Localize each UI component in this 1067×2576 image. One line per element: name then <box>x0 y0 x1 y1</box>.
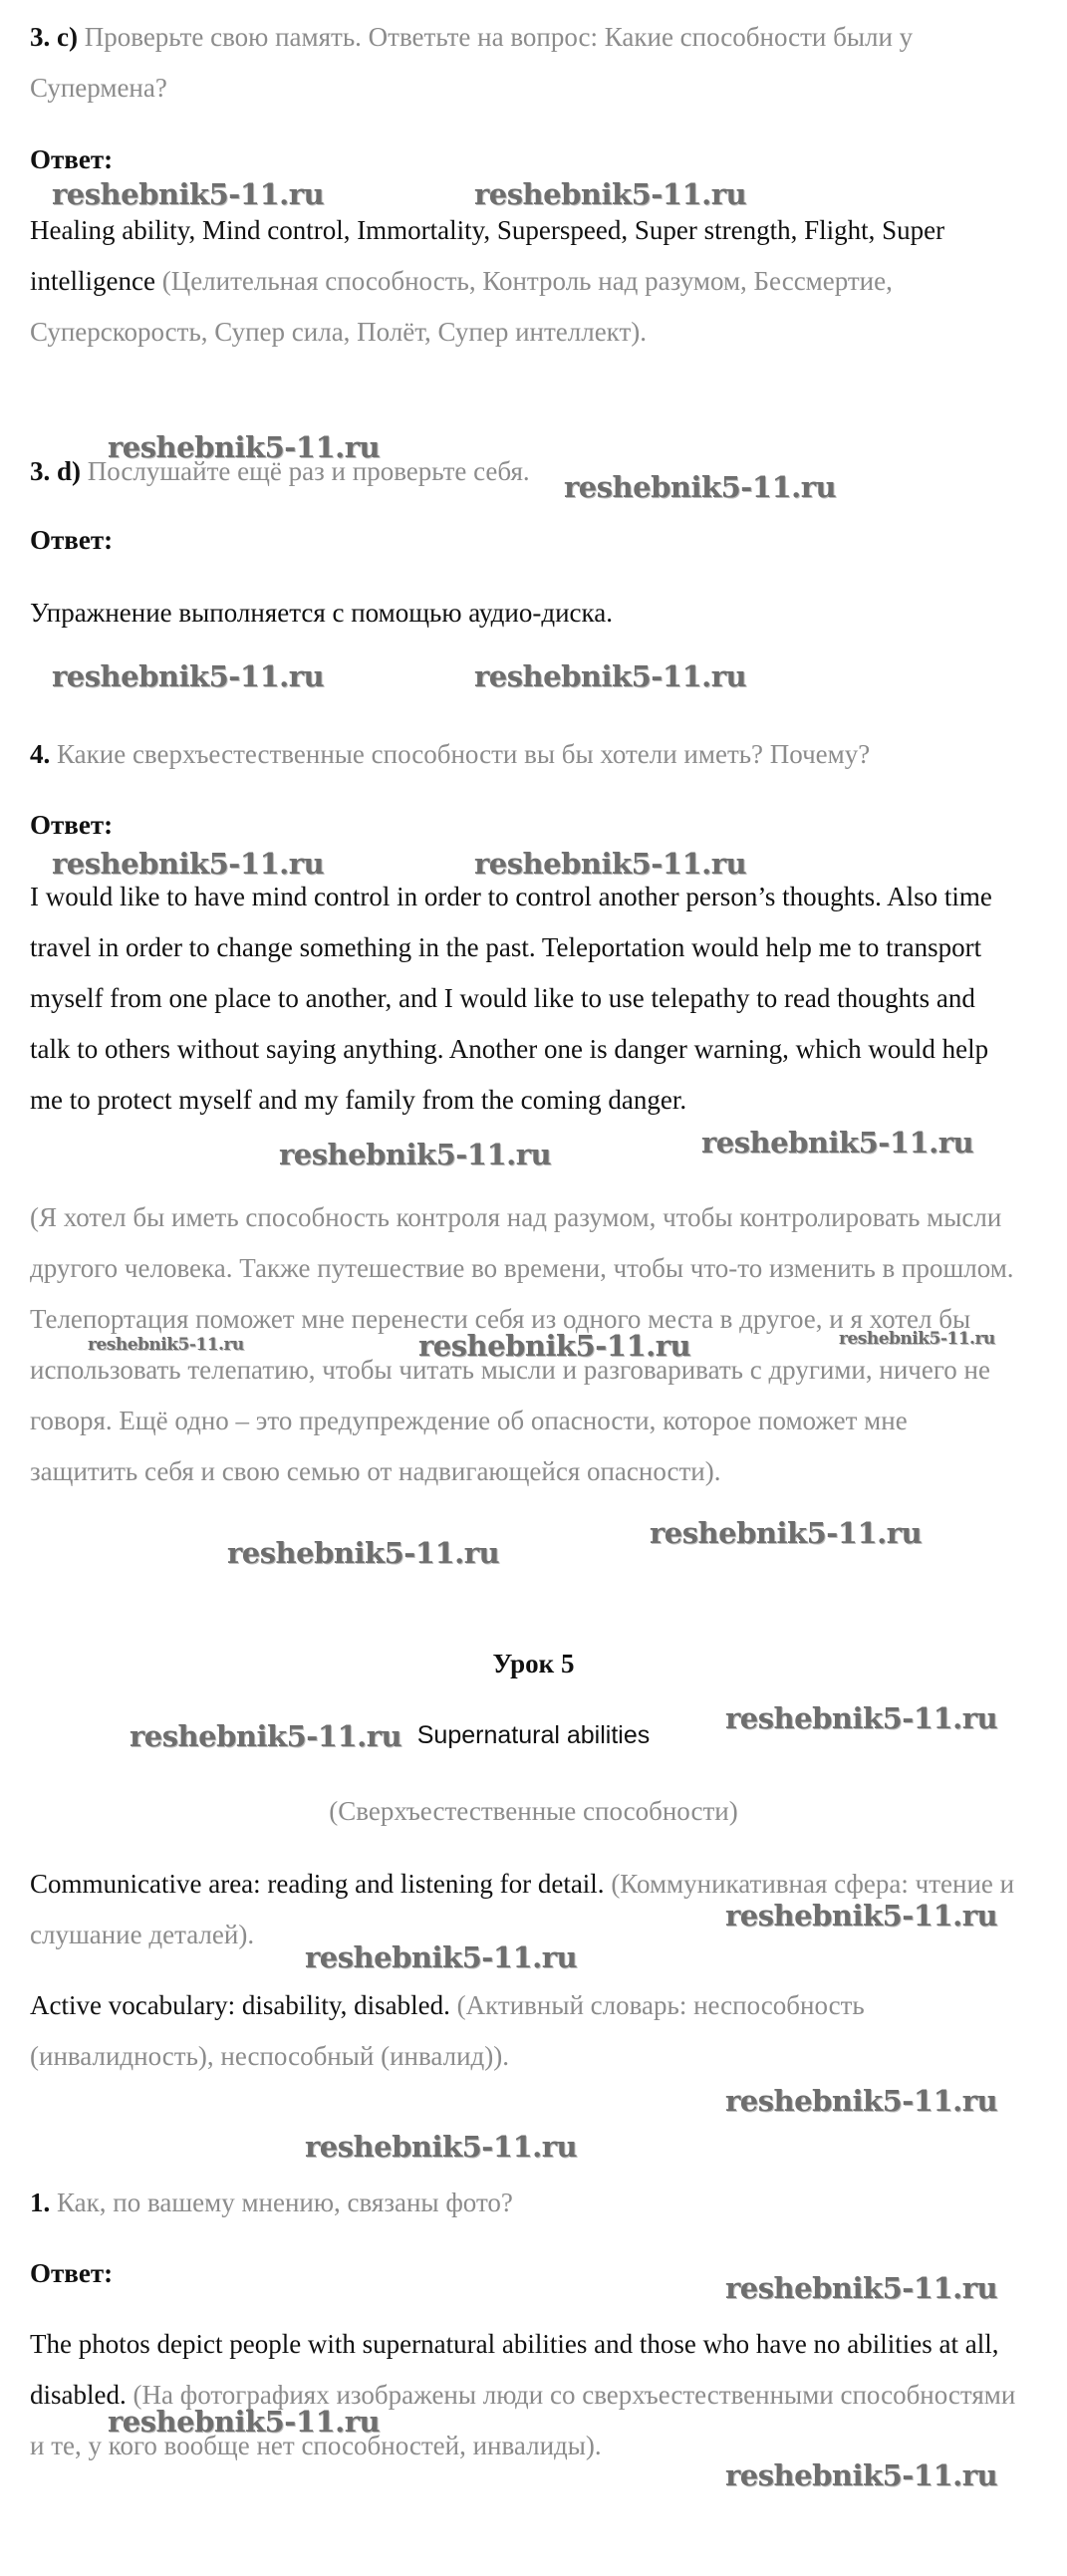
watermark: reshebnik5-11.ru <box>474 177 747 211</box>
watermark: reshebnik5-11.ru <box>725 1701 998 1735</box>
question-4 <box>30 729 1016 780</box>
answer-3d-label: Ответ: <box>30 525 114 555</box>
question-3d-label: 3. d) <box>30 456 82 486</box>
communicative-area-en: Communicative area: reading and listening for detail. <box>30 1869 605 1899</box>
watermark: reshebnik5-11.ru <box>52 177 325 211</box>
watermark: reshebnik5-11.ru <box>725 2084 998 2118</box>
answer-4-en: I would like to have mind control in order to control another person’s thoughts. Also time travel in order to change something in the past. Teleportation would help me to transport myself from one place to another, and I would like to use telepathy to read thoughts and talk to others without saying anything. Another one is danger warning, which would help me to protect myself and my family from the coming danger. <box>30 882 992 1115</box>
answer-3c-label: Ответ: <box>30 144 114 174</box>
answer-1 <box>30 2319 1016 2471</box>
answer-1-ru: (На фотографиях изображены люди со сверхъестественными способностями и те, у кого вообще нет способностей, инвалиды). <box>30 2380 1016 2460</box>
watermark: reshebnik5-11.ru <box>725 2458 998 2492</box>
question-3c-text: Проверьте свою память. Ответьте на вопрос: Какие способности были у Супермена? <box>30 22 914 103</box>
question-1-label: 1. <box>30 2188 51 2217</box>
watermark: reshebnik5-11.ru <box>52 659 325 693</box>
watermark: reshebnik5-11.ru <box>725 1899 998 1932</box>
communicative-area-ru: (Коммуникативная сфера: чтение и слушание деталей). <box>30 1869 1015 1949</box>
watermark: reshebnik5-11.ru <box>305 2130 578 2164</box>
answer-3c-ru: (Целительная способность, Контроль над разумом, Бессмертие, Суперскорость, Супер сила, Полёт, Супер интеллект). <box>30 266 893 347</box>
answer-3d: Упражнение выполняется с помощью аудио-диска. <box>30 598 613 628</box>
question-3c-label: 3. c) <box>30 22 78 52</box>
watermark: reshebnik5-11.ru <box>279 1138 552 1171</box>
question-4-label: 4. <box>30 739 51 769</box>
active-vocabulary-en: Active vocabulary: disability, disabled. <box>30 1990 450 2020</box>
answer-4-label: Ответ: <box>30 810 114 840</box>
active-vocabulary <box>30 1980 1016 2082</box>
lesson-subtitle-en: Supernatural abilities <box>416 1721 651 1749</box>
question-3d-text: Послушайте ещё раз и проверьте себя. <box>81 456 530 486</box>
watermark: reshebnik5-11.ru <box>108 2405 381 2439</box>
watermark: reshebnik5-11.ru <box>52 847 325 881</box>
watermark: reshebnik5-11.ru <box>650 1516 923 1550</box>
question-3c <box>30 12 1016 114</box>
active-vocabulary-ru: (Активный словарь: неспособность (инвалидность), неспособный (инвалид)). <box>30 1990 865 2071</box>
answer-1-label: Ответ: <box>30 2258 114 2288</box>
watermark: reshebnik5-11.ru <box>108 430 381 464</box>
answer-1-en: The photos depict people with supernatural abilities and those who have no abilities at all, disabled. <box>30 2329 999 2410</box>
answer-3c <box>30 205 1016 358</box>
watermark: reshebnik5-11.ru <box>839 1329 995 1349</box>
answer-4-ru: (Я хотел бы иметь способность контроля над разумом, чтобы контролировать мысли другого человека. Также путешествие во времени, чтобы что-то изменить в прошлом. Телепортация поможет мне перенести себя из одного места в другое, и я хотел бы использовать телепатию, чтобы читать мысли и разговаривать с другими, ничего не говоря. Ещё одно – это предупреждение об опасности, которое поможет мне защитить себя и свою семью от надвигающейся опасности). <box>30 1202 1014 1486</box>
question-1 <box>30 2178 1016 2228</box>
watermark: reshebnik5-11.ru <box>227 1536 500 1570</box>
watermark: reshebnik5-11.ru <box>305 1940 578 1974</box>
lesson-title: Урок 5 <box>492 1649 575 1678</box>
watermark: reshebnik5-11.ru <box>88 1335 244 1355</box>
watermark: reshebnik5-11.ru <box>130 1719 402 1753</box>
answer-3c-en: Healing ability, Mind control, Immortality, Superspeed, Super strength, Flight, Super intelligence <box>30 215 945 296</box>
watermark: reshebnik5-11.ru <box>725 2271 998 2305</box>
watermark: reshebnik5-11.ru <box>418 1329 691 1363</box>
question-4-text: Какие сверхъестественные способности вы бы хотели иметь? Почему? <box>50 739 871 769</box>
lesson-subtitle-ru: (Сверхъестественные способности) <box>329 1796 738 1826</box>
watermark: reshebnik5-11.ru <box>564 470 837 504</box>
watermark: reshebnik5-11.ru <box>701 1126 974 1159</box>
watermark: reshebnik5-11.ru <box>474 659 747 693</box>
watermark: reshebnik5-11.ru <box>474 847 747 881</box>
question-1-text: Как, по вашему мнению, связаны фото? <box>50 2188 513 2217</box>
